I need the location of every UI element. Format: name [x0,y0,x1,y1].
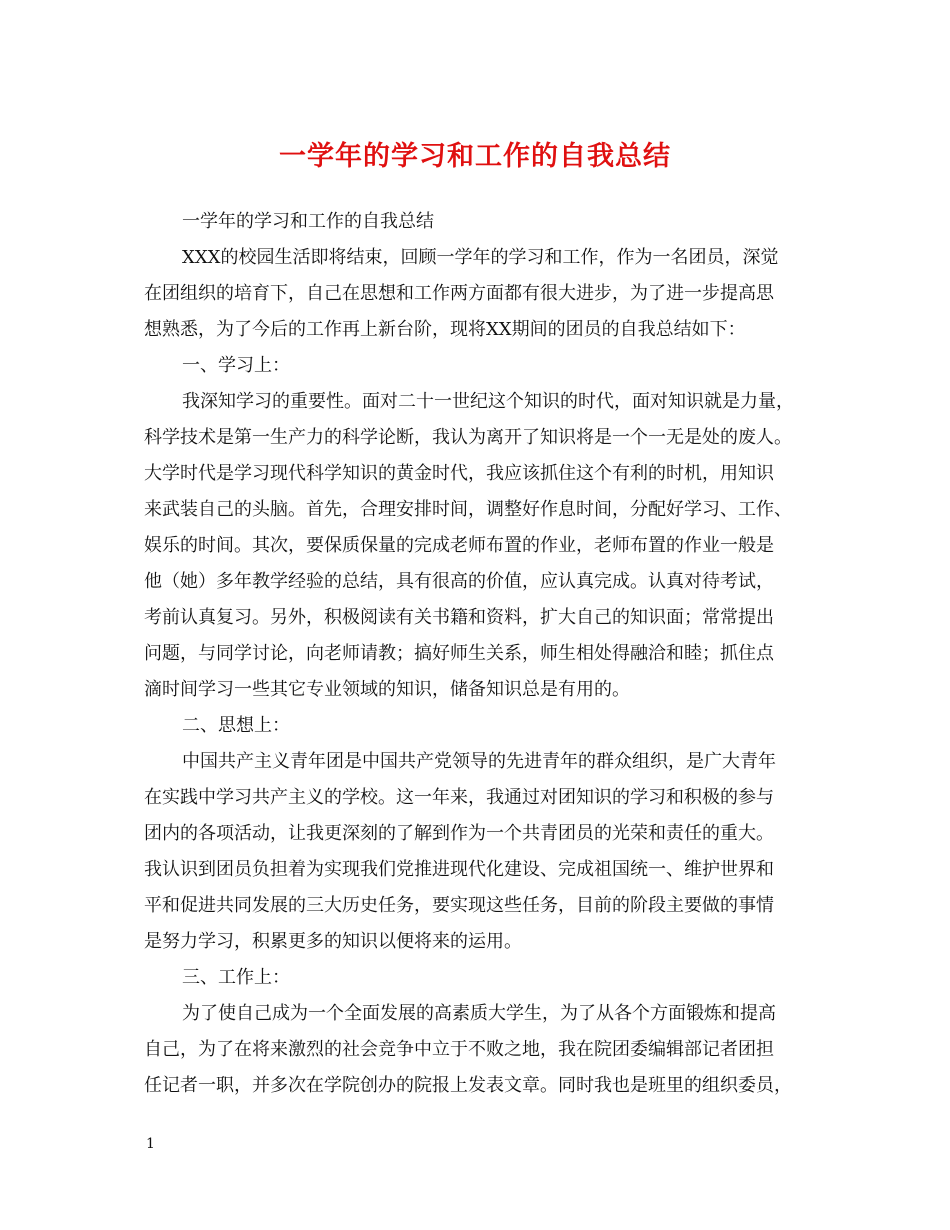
paragraph-line: XXX的校园生活即将结束，回顾一学年的学习和工作，作为一名团员，深觉 [182,247,779,268]
paragraph-line: 自己，为了在将来激烈的社会竞争中立于不败之地，我在院团委编辑部记者团担 [144,1039,774,1060]
paragraph-line: 娱乐的时间。其次，要保质保量的完成老师布置的作业，老师布置的作业一般是 [144,535,774,556]
section-heading: 一、学习上： [182,355,290,376]
paragraph-line: 平和促进共同发展的三大历史任务，要实现这些任务，目前的阶段主要做的事情 [144,895,774,916]
page-number: 1 [146,1136,155,1152]
paragraph-line: 想熟悉，为了今后的工作再上新台阶，现将XX期间的团员的自我总结如下： [144,319,746,340]
paragraph-line: 他（她）多年教学经验的总结，具有很高的价值，应认真完成。认真对待考试， [144,571,774,592]
document-title: 一学年的学习和工作的自我总结 [279,141,671,172]
paragraph-line: 问题，与同学讨论，向老师请教；搞好师生关系，师生相处得融洽和睦；抓住点 [144,643,774,664]
section-heading: 二、思想上： [182,715,290,736]
paragraph-line: 是努力学习，积累更多的知识以便将来的运用。 [144,931,522,952]
paragraph-line: 来武装自己的头脑。首先，合理安排时间，调整好作息时间，分配好学习、工作、 [144,499,792,520]
paragraph-line: 我认识到团员负担着为实现我们党推进现代化建设、完成祖国统一、维护世界和 [144,859,774,880]
paragraph-line: 为了使自己成为一个全面发展的高素质大学生，为了从各个方面锻炼和提高 [182,1003,776,1024]
paragraph-line: 大学时代是学习现代科学知识的黄金时代，我应该抓住这个有利的时机，用知识 [144,463,774,484]
paragraph-line: 中国共产主义青年团是中国共产党领导的先进青年的群众组织，是广大青年 [182,751,776,772]
paragraph-line: 在实践中学习共产主义的学校。这一年来，我通过对团知识的学习和积极的参与 [144,787,774,808]
section-heading: 三、工作上： [182,967,290,988]
paragraph-line: 任记者一职，并多次在学院创办的院报上发表文章。同时我也是班里的组织委员， [144,1075,792,1096]
paragraph-line: 滴时间学习一些其它专业领域的知识，储备知识总是有用的。 [144,679,630,700]
paragraph-line: 我深知学习的重要性。面对二十一世纪这个知识的时代，面对知识就是力量， [182,391,794,412]
subtitle-line: 一学年的学习和工作的自我总结 [182,211,434,232]
paragraph-line: 在团组织的培育下，自己在思想和工作两方面都有很大进步，为了进一步提高思 [144,283,774,304]
paragraph-line: 科学技术是第一生产力的科学论断，我认为离开了知识将是一个一无是处的废人。 [144,427,792,448]
paragraph-line: 考前认真复习。另外，积极阅读有关书籍和资料，扩大自己的知识面；常常提出 [144,607,774,628]
paragraph-line: 团内的各项活动，让我更深刻的了解到作为一个共青团员的光荣和责任的重大。 [144,823,774,844]
